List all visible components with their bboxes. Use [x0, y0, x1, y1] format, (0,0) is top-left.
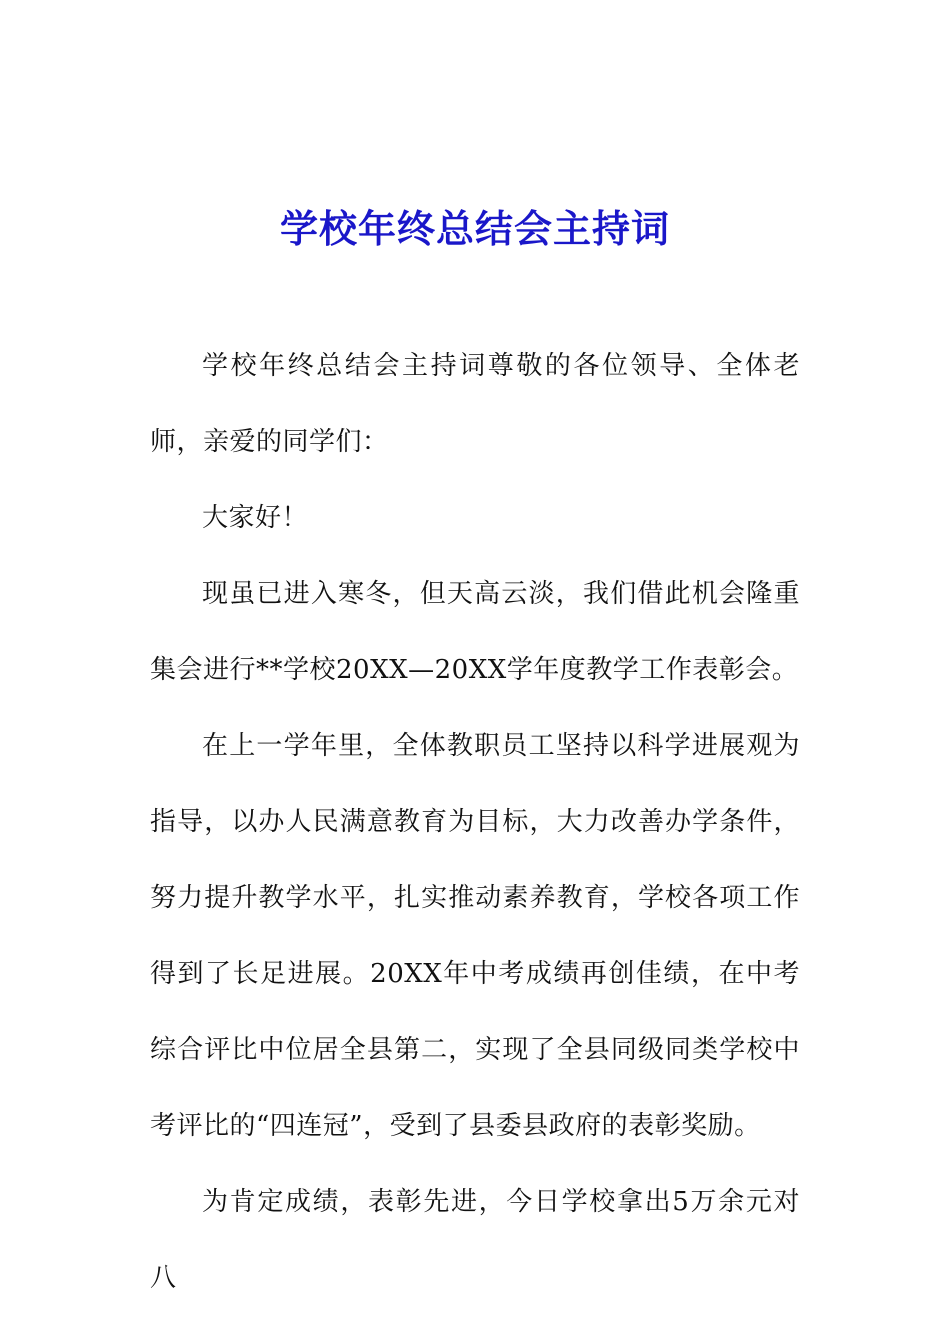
paragraph-commendation: 为肯定成绩，表彰先进，今日学校拿出5万余元对八 — [150, 1187, 800, 1293]
document-body — [150, 328, 800, 1316]
document-title: 学校年终总结会主持词 — [279, 207, 670, 252]
paragraph-achievements: 在上一学年里，全体教职员工坚持以科学进展观为指导，以办人民满意教育为目标，大力改善办学条件，努力提升教学水平，扎实推动素养教育，学校各项工作得到了长足进展。20XX年中考成绩再创佳绩，在中考综合评比中位居全县第二，实现了全县同级同类学校中考评比的“四连冠”，受到了县委县政府的表彰奖励。 — [150, 731, 800, 1141]
paragraph-greeting: 学校年终总结会主持词尊敬的各位领导、全体老师，亲爱的同学们： — [150, 351, 800, 457]
paragraph-hello: 大家好！ — [202, 503, 309, 533]
paragraph-opening: 现虽已进入寒冬，但天高云淡，我们借此机会隆重集会进行**学校20XX—20XX学年度教学工作表彰会。 — [150, 579, 800, 685]
